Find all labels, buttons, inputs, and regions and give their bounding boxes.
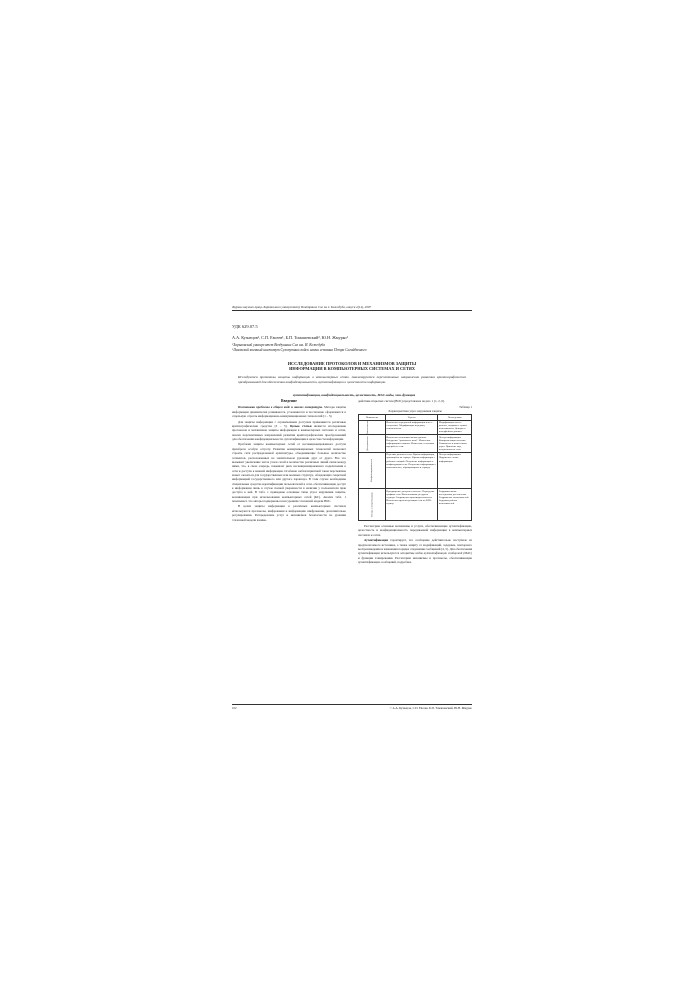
table-group-label: Целостность (365, 419, 369, 435)
table-group-label: Конфиденциальность (369, 458, 373, 482)
table-header-cell: Последствия (438, 415, 472, 420)
table-group-cell (359, 420, 386, 435)
paragraph: Проблема защиты компьютерных сетей от несанкционированного доступа приобрела особую остроту. Развитие коммуникационных технологий позволяет строить сети распределенной архитектуры, объединяющие большое количество сегментов, расположенных на значительном удалении друг от друга. Все это вызывает увеличение числа узлов сетей и количества различных линий связи между ними, что, в свою очередь, повышает риск несанкционированного подключения к сети и доступа к важной информации. Особенно неблагоприятной такая перспектива может оказаться для государственных или военных структур, обладающих секретной информацией государственного или другого характера. В этом случае необходимы специальные средства идентификации пользователей в сети, обеспечивающие доступ к информации лишь в случае полной уверенности в наличии у пользователя прав доступа к ней. В табл. 1 приведены основные типы угроз нарушения защиты, возникающие при использовании компьютерных сетей (КС). Анализ табл. 1 показывает, что авторы подвержены всем уровням эталонной модели ВОС. (232, 442, 346, 503)
udc-code: УДК 629.07.5 (232, 324, 258, 329)
article-title (232, 361, 472, 372)
paragraph: В целях защиты информации в различных компьютерных системах используются протоколы, шифрования и информацию шифрования, дополнительно регулирования. Распределение услуг и механизмов безопасности по уровням эталонной модели взаимо- (232, 504, 346, 522)
paragraph: действия открытых систем (ВОС) представлена на рис. 1 [1, 2, 6]. (358, 399, 445, 403)
copyright: © А.А. Кузнецов, С.П. Евсеев, Б.П. Томашевский, Ю.Н. Жмурко (389, 706, 472, 710)
running-head: Журнал научних праць Харківського університету Повітряних Сил ім. І. Кожедуба, випуск 2(14), 2007 (232, 305, 472, 311)
table-label: Таблица 1 (459, 404, 472, 409)
article-page (232, 305, 472, 713)
authors-line: А.А. Кузнецов¹, С.П. Евсеев¹, Б.П. Томашевский², Ю.Н. Жмурко¹ (232, 335, 348, 340)
table-header-cell: Показатели (359, 415, 386, 420)
paragraph-emphasis: кодов аутентификации сообщений (MAC) (415, 551, 472, 556)
left-column (232, 399, 346, 523)
table-row (359, 435, 472, 453)
paragraph-text: является исследование протоколов и механизмов защиты информации в компьютерных системах и сетях, анализ перспективных направлений развития криптографических преобразований для обеспечения конфиденциальности, аутентификации и целостности информации. (232, 423, 347, 441)
table-group-cell (359, 488, 386, 520)
section-title-introduction: Введение (281, 399, 297, 403)
abstract: Исследуются протоколы защиты информации в компьютерных сетях. Анализируются перспективные направления развития криптографических преобразований для обеспечения конфиденциальности, аутентификации и целостности информации. (238, 375, 466, 384)
table-cell: Модификация своего данных, отправка с тупым пользованием. Доверие к интерфейсам данных. (438, 420, 472, 435)
table-group-cell (359, 452, 386, 488)
right-column (358, 399, 472, 566)
page-number: 102 (232, 706, 237, 710)
paragraph: Рассмотрим основные механизмы и услуги, обеспечивающие аутентификацию, целостность и конфиденциальность передаваемой информации в компьютерных системах и сетях. (358, 524, 472, 537)
table-cell: Перехват данных в сети. Кража информации, хранящейся на сервере. Кража информации с рабочих станций. Получение информации о конфигурации сети. Получение информации о пользователях, обращающихся к серверу. (385, 452, 437, 488)
paragraph-lead: Аутентификация (364, 538, 389, 543)
page-footer (232, 704, 472, 710)
table-row (359, 488, 472, 520)
table-row (359, 452, 472, 488)
table-group-label: Доступность (365, 436, 369, 451)
threats-table (358, 414, 472, 521)
table-cell: Разрушительные последствия для системы. Раздражение пользователей. Задержка работы пользователей. (438, 488, 472, 520)
title-line-1: ИССЛЕДОВАНИЕ ПРОТОКОЛОВ И МЕХАНИЗМОВ ЗАЩИТЫ (287, 361, 417, 366)
table-cell: Прекращение доступа к системе. Перегрузка трафика сети. Использование ресурсов сервера. Сокращение производительности. Изменение времени реакции сети на DNS-сервер. (385, 488, 437, 520)
table-cell: Потеря информации. Нарушение схемы информации. (438, 452, 472, 488)
paragraph (232, 420, 346, 442)
keywords: аутентификация, конфиденциальность, целостность, MAC-коды, хэш-функция (292, 393, 416, 397)
title-line-2: ИНФОРМАЦИИ В КОМПЬЮТЕРНЫХ СИСТЕМАХ И СЕТЯХ (289, 366, 415, 372)
paragraph-text: и функции хэширования. Рассмотрим механизмы и протоколы, обеспечивающие аутентификацию сообщений, подробнее. (358, 555, 472, 565)
table-cell: Потеря информации. Компрометация системы. Уязвимость к изменениям угроз. Принятие мер, полученных по сети. (438, 435, 472, 453)
paragraph-text: гарантирует, что сообщение действительно поступило из предполагаемого источника, а также защиту от модификаций, задержек, повторного воспроизведения и изменения порядка следования сообщений [4, 5]. Для обеспечения аутентификации используются алгоритмы (358, 538, 472, 556)
table-group-cell (359, 435, 386, 453)
paragraph (232, 405, 346, 418)
table-header-cell: Угрозы (385, 415, 437, 420)
paragraph-lead: Целью статьи (289, 423, 312, 428)
paragraph-text: Для защиты информации с ограниченным доступом применяются различные криптографические средства [3 – 5]. (232, 419, 346, 428)
table-group-label: Отказ в обслуживании (370, 492, 374, 517)
paragraph-text: Методы защиты информации динамически развиваются, усложняются и постепенно оформляются в отдельную отрасль информационно-коммуникационных технологий [1 – 5]. (232, 405, 346, 419)
affiliation-1: ¹Харьковский университет Воздушных Сил им. И. Кожедуба (232, 343, 326, 347)
table-row (359, 420, 472, 435)
table-caption: Характеристика угроз нарушения защиты (388, 408, 442, 413)
table-cell: Изменение переданной информации или ее отсутствие. Модификация передачи, неизменность. (385, 420, 437, 435)
paragraph (358, 538, 472, 564)
paragraph-lead: Постановка проблемы в общем виде и анализ литературы. (238, 405, 323, 410)
table-cell: Изменение пользовательских данных. Внедрение "троянского коня". Изменение информации в памяти. Изменение состояния при работе сети. (385, 435, 437, 453)
affiliation-2: ²Львовский военный институт Сухопутных войск имени гетмана Петра Сагайдачного (232, 348, 367, 352)
